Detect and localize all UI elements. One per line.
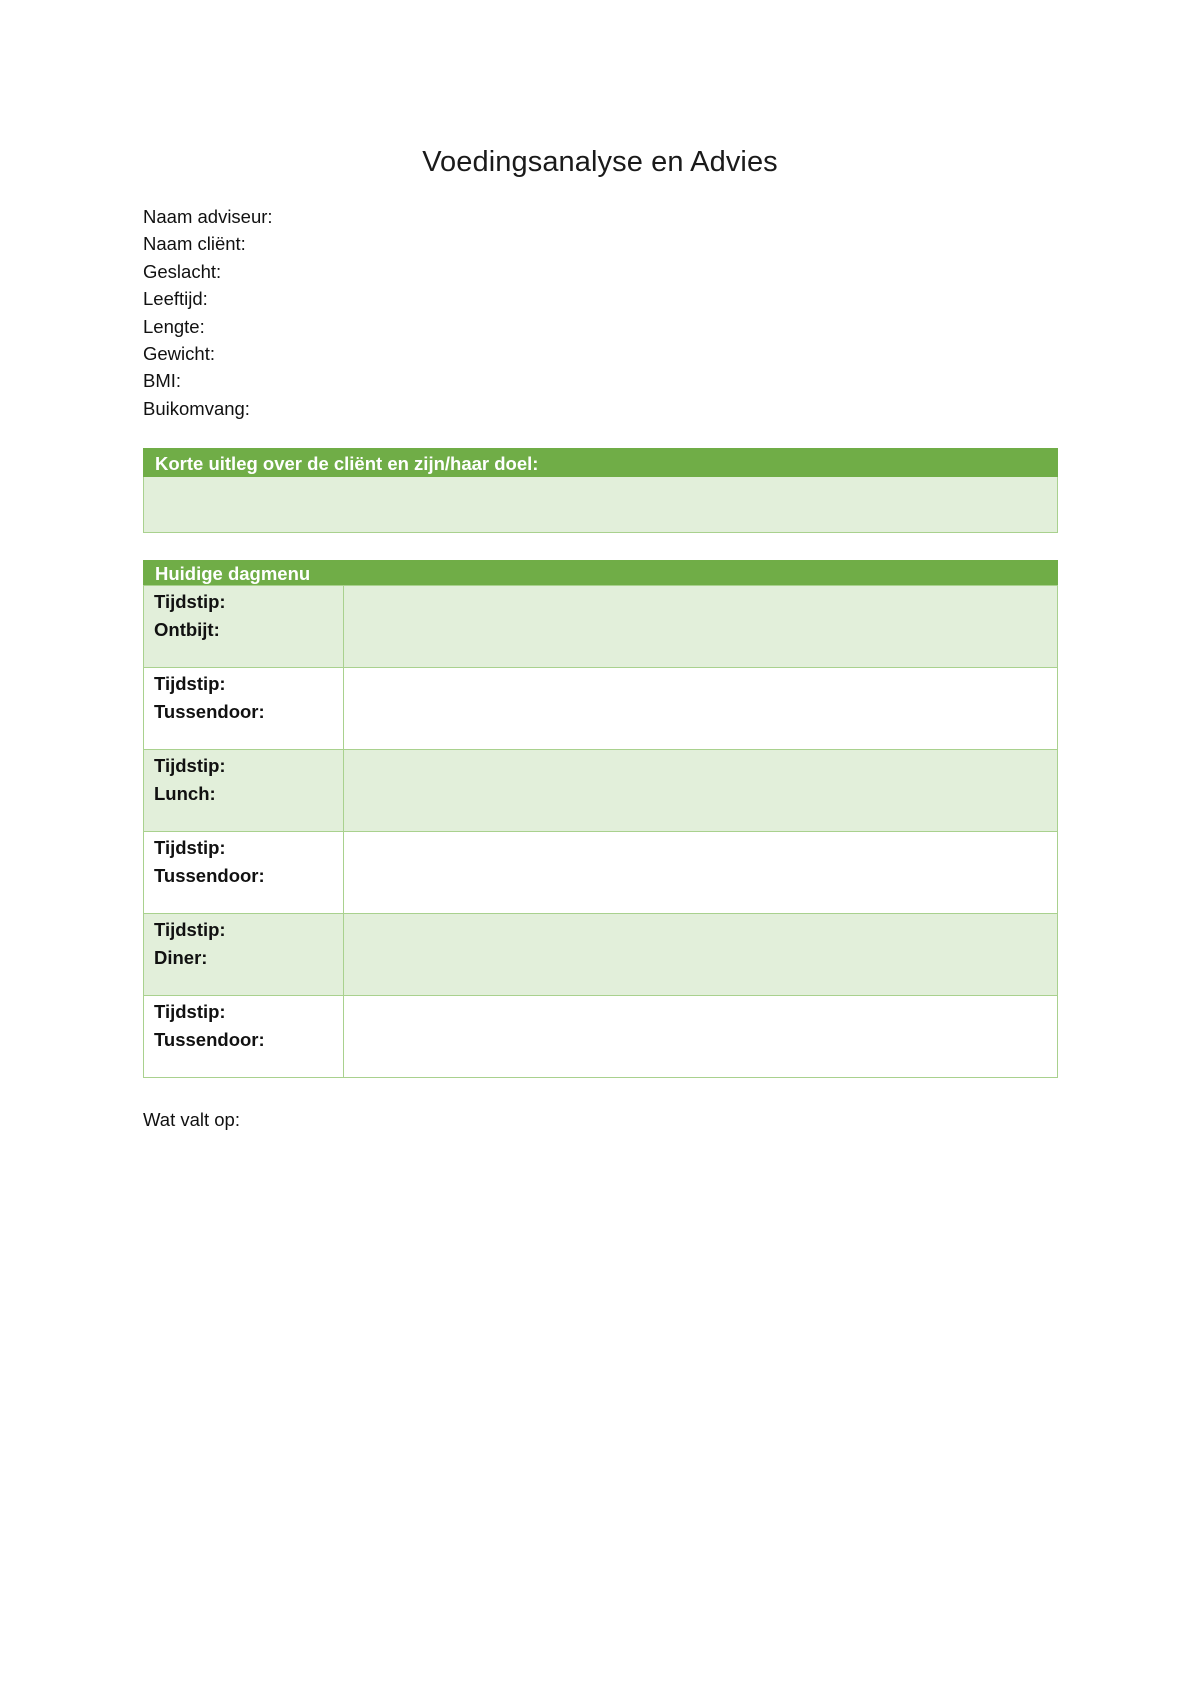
meal-label-cell (144, 914, 344, 996)
table-row (144, 668, 1058, 750)
field-gender: Geslacht: (143, 260, 222, 282)
meal-label: Lunch: (154, 782, 216, 804)
time-label: Tijdstip: (154, 919, 226, 940)
meal-label-cell (144, 832, 344, 914)
field-bmi: BMI: (143, 370, 182, 392)
field-weight: Gewicht: (143, 342, 215, 364)
meal-label-cell (144, 996, 344, 1078)
meal-label: Tussendoor: (154, 700, 265, 722)
meal-content-cell[interactable] (344, 914, 1058, 996)
time-label: Tijdstip: (154, 591, 226, 612)
table-row (144, 832, 1058, 914)
field-height: Lengte: (143, 315, 205, 337)
document-title: Voedingsanalyse en Advies (422, 146, 778, 178)
field-client-name: Naam cliënt: (143, 233, 246, 255)
meal-content-cell[interactable] (344, 668, 1058, 750)
table-row (144, 750, 1058, 832)
observation-label: Wat valt op: (143, 1109, 240, 1130)
table-row (144, 914, 1058, 996)
field-age: Leeftijd: (143, 288, 208, 310)
meal-content-cell[interactable] (344, 750, 1058, 832)
table-row (144, 996, 1058, 1078)
time-label: Tijdstip: (154, 755, 226, 776)
daily-menu-table (143, 585, 1058, 1078)
meal-label: Diner: (154, 946, 208, 968)
time-label: Tijdstip: (154, 673, 226, 694)
meal-label: Tussendoor: (154, 1028, 265, 1050)
meal-label-cell (144, 668, 344, 750)
field-waist: Buikomvang: (143, 397, 250, 419)
client-info-fields (143, 203, 273, 422)
field-advisor-name: Naam adviseur: (143, 206, 273, 227)
client-section-header: Korte uitleg over de cliënt en zijn/haar doel: (143, 448, 1058, 477)
meal-content-cell[interactable] (344, 832, 1058, 914)
meal-content-cell[interactable] (344, 996, 1058, 1078)
time-label: Tijdstip: (154, 837, 226, 858)
client-section-body[interactable] (143, 477, 1058, 533)
time-label: Tijdstip: (154, 1001, 226, 1022)
meal-label-cell (144, 750, 344, 832)
meal-label-cell (144, 586, 344, 668)
meal-label: Ontbijt: (154, 618, 220, 640)
menu-section-header: Huidige dagmenu (143, 560, 1058, 586)
table-row (144, 586, 1058, 668)
meal-content-cell[interactable] (344, 586, 1058, 668)
meal-label: Tussendoor: (154, 864, 265, 886)
